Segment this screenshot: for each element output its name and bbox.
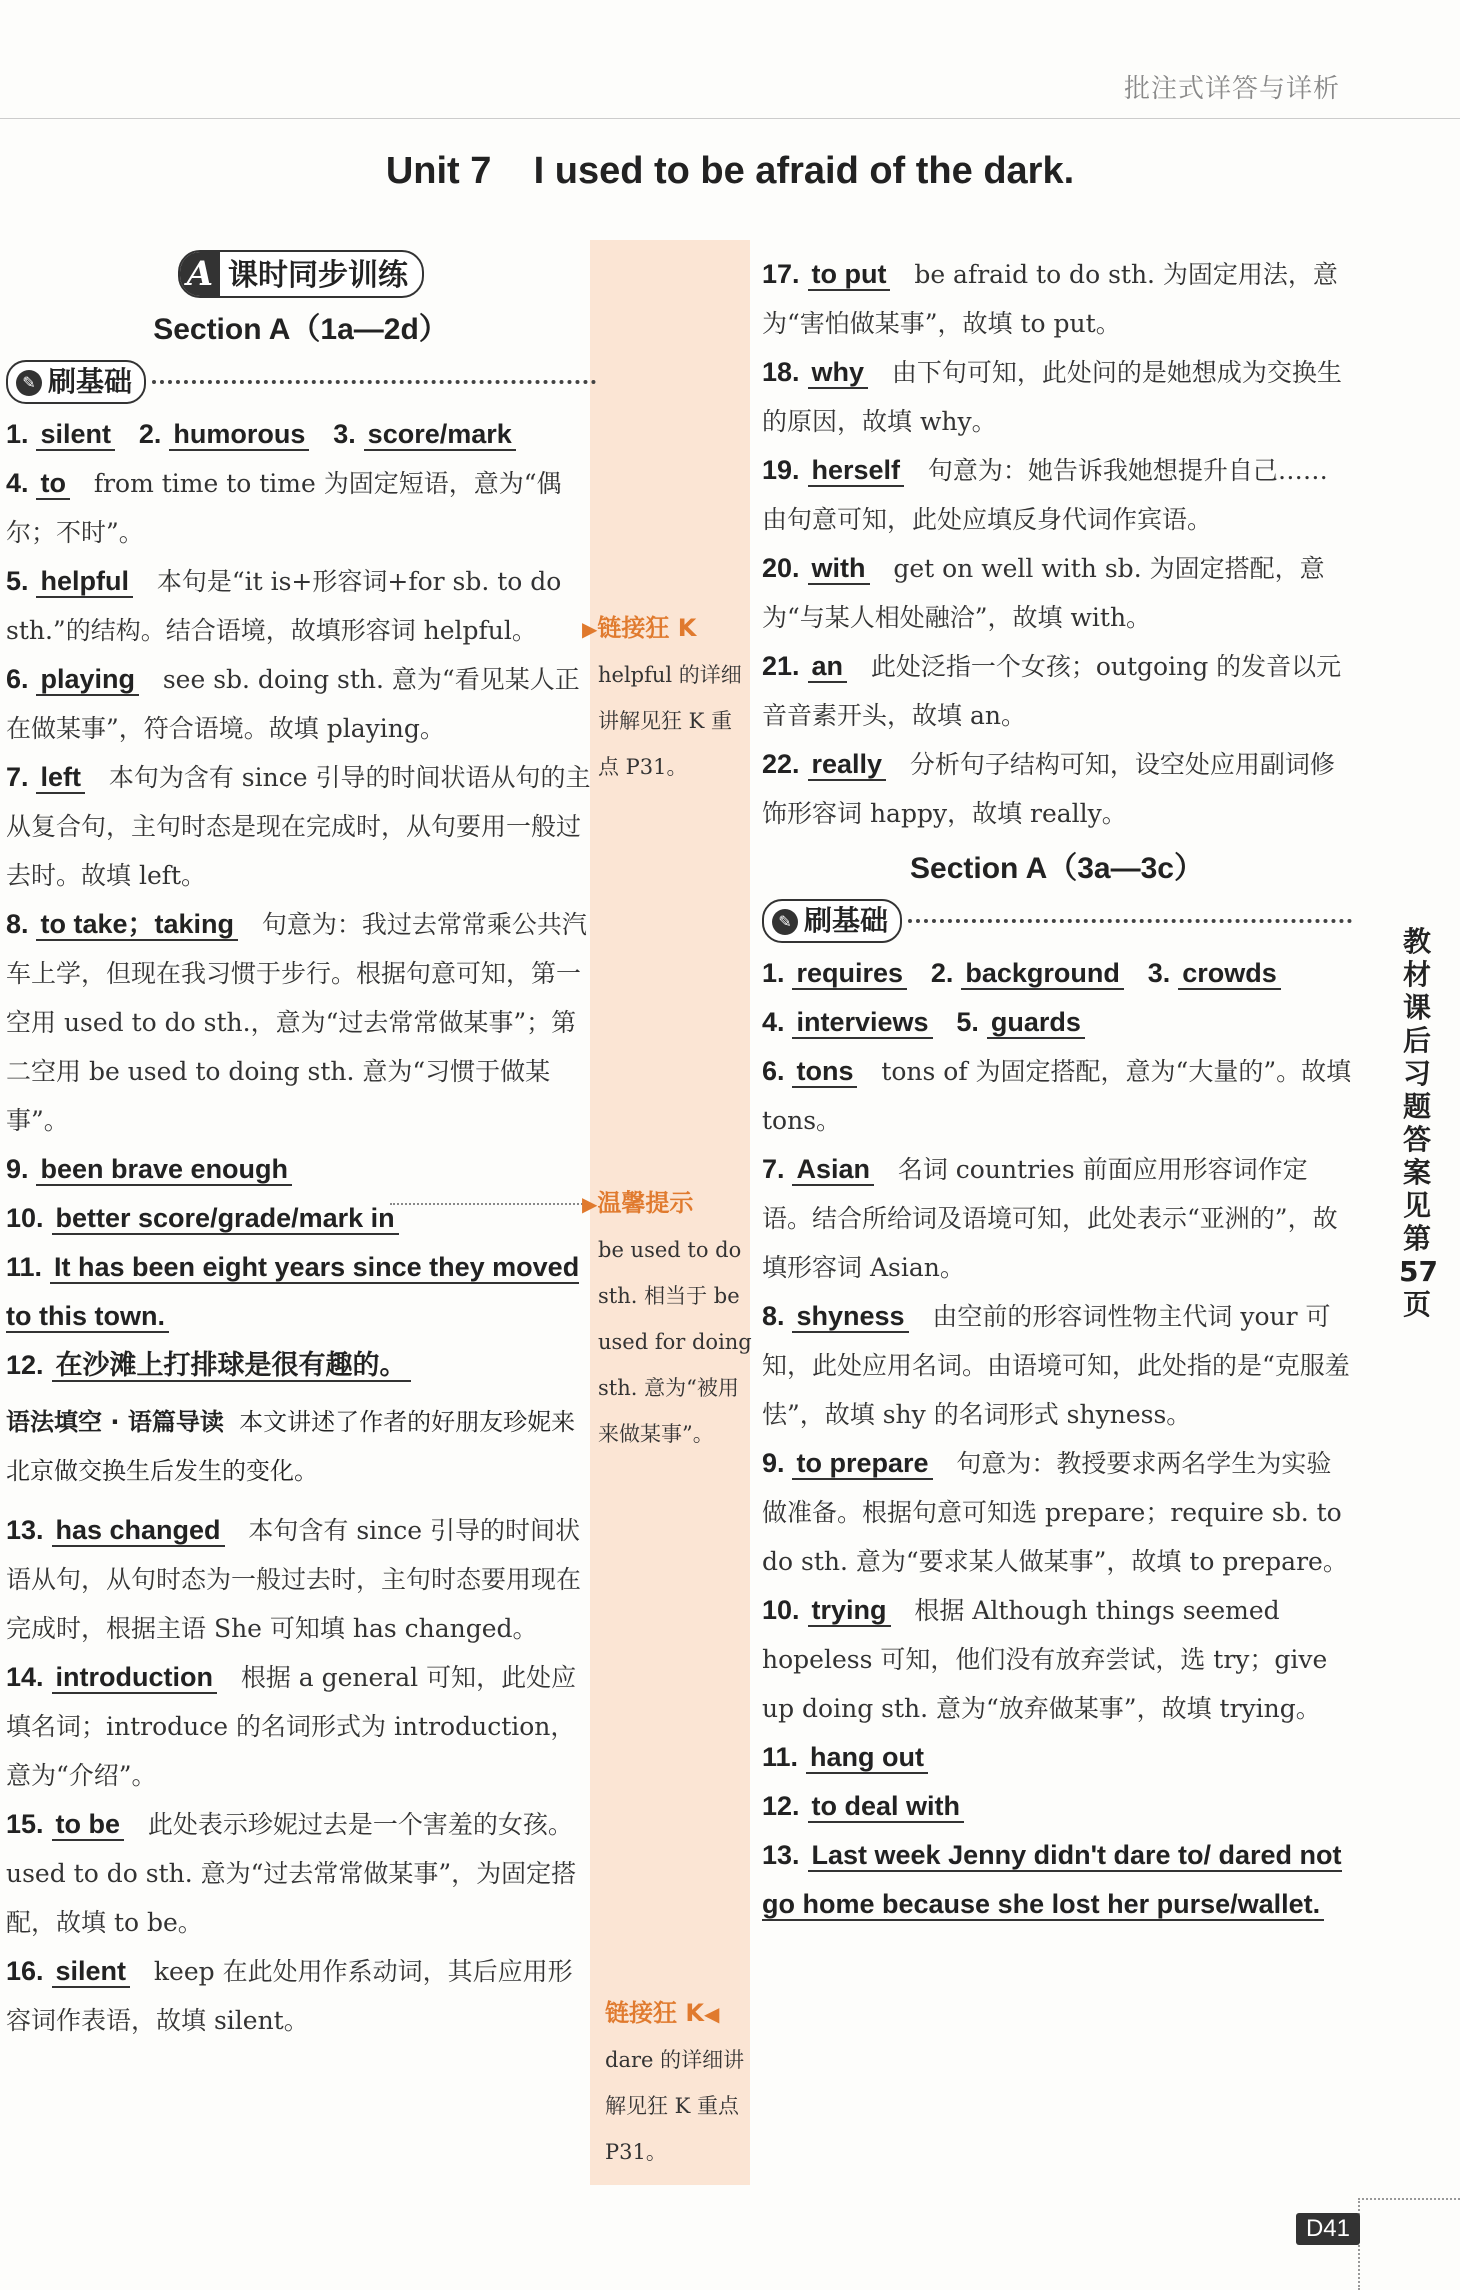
- item-number: 6.: [762, 1056, 785, 1086]
- item-number: 9.: [762, 1448, 785, 1478]
- item-number: 11.: [6, 1252, 43, 1282]
- item-number: 7.: [762, 1154, 785, 1184]
- item-number: 20.: [762, 553, 800, 583]
- item-answer: to prepare: [792, 1448, 932, 1480]
- item-answer: silent: [36, 419, 115, 451]
- item-number: 8.: [762, 1301, 785, 1331]
- item-number: 10.: [762, 1595, 800, 1625]
- item-number: 19.: [762, 455, 800, 485]
- item-answer: shyness: [792, 1301, 908, 1333]
- link-note-1: [582, 605, 752, 790]
- left-column: [0, 250, 596, 2045]
- tip-text: be used to do sth. 相当于 be used for doing sth. 意为“被用来做某事”。: [598, 1238, 752, 1446]
- grammar-label: 语法填空 · 语篇导读: [6, 1408, 224, 1436]
- link-note-2: [605, 1990, 755, 2175]
- item-answer: Last week Jenny didn't dare to/ dared not go home because she lost her purse/wallet.: [762, 1840, 1342, 1919]
- item-answer: introduction: [52, 1662, 217, 1694]
- answer-list: [6, 410, 596, 1390]
- item-explanation: 句意为：我过去常常乘公共汽车上学，但现在我习惯于步行。根据句意可知，第一空用 used to do sth.，意为“过去常常做某事”；第二空用 be used to doing sth. 意为“习惯于做某事”。: [6, 910, 587, 1135]
- badge-letter: A: [180, 252, 220, 296]
- item-answer: helpful: [36, 566, 133, 598]
- item-answer: has changed: [52, 1515, 225, 1547]
- link-text: helpful 的详细讲解见狂 K 重点 P31。: [598, 663, 742, 779]
- brush-pill: [6, 360, 146, 404]
- tip-leader-line: [390, 1203, 590, 1205]
- answer-item: [762, 544, 1352, 642]
- item-answer: to put: [808, 259, 891, 291]
- item-explanation: 句意为：她告诉我她想提升自己…… 由句意可知，此处应填反身代词作宾语。: [762, 456, 1328, 534]
- item-explanation: get on well with sb. 为固定搭配，意为“与某人相处融洽”，故填 with。: [762, 554, 1325, 632]
- item-answer: to take；taking: [36, 909, 238, 941]
- item-number: 18.: [762, 357, 800, 387]
- answer-item: [762, 1047, 1352, 1145]
- arrow-icon: ▶: [582, 617, 598, 641]
- answer-item: [6, 1506, 596, 1653]
- item-answer: score/mark: [364, 419, 516, 451]
- item-explanation: be afraid to do sth. 为固定用法，意为“害怕做某事”，故填 to put。: [762, 260, 1338, 338]
- item-explanation: see sb. doing sth. 意为“看见某人正在做某事”，符合语境。故填 playing。: [6, 665, 580, 743]
- pen-icon: ✎: [772, 909, 798, 935]
- answer-item: [6, 1243, 596, 1341]
- item-explanation: 根据 Although things seemed hopeless 可知，他们没有放弃尝试，选 try；give up doing sth. 意为“放弃做某事”，故填 trying。: [762, 1596, 1328, 1723]
- answer-item: [6, 1145, 596, 1194]
- brush-basics-heading-2: [762, 899, 1352, 943]
- grammar-intro: [6, 1398, 596, 1496]
- item-answer: requires: [792, 958, 907, 990]
- item-answer: to deal with: [808, 1791, 965, 1823]
- item-answer: herself: [808, 455, 905, 487]
- item-answer: an: [808, 651, 848, 683]
- corner-decoration: [1358, 2198, 1460, 2290]
- item-number: 21.: [762, 651, 800, 681]
- item-number: 9.: [6, 1154, 29, 1184]
- lesson-badge-row: [6, 250, 596, 301]
- item-answer: It has been eight years since they moved to this town.: [6, 1252, 580, 1331]
- item-number: 17.: [762, 259, 800, 289]
- answer-item: [6, 1800, 596, 1947]
- brush-pill: [762, 899, 902, 943]
- side-vertical-note: 教材课后习题答案见第57页: [1399, 925, 1438, 1321]
- answer-item: [6, 557, 596, 655]
- answer-item: [762, 1292, 1352, 1439]
- brush-basics-heading: [6, 360, 596, 404]
- answer-list: [762, 250, 1352, 838]
- item-number: 3.: [333, 419, 356, 449]
- item-number: 4.: [762, 1007, 785, 1037]
- answer-item: [762, 998, 1352, 1047]
- item-answer: crowds: [1178, 958, 1281, 990]
- answer-item: [762, 949, 1352, 998]
- item-number: 14.: [6, 1662, 44, 1692]
- item-explanation: 由下句可知，此处问的是她想成为交换生的原因，故填 why。: [762, 358, 1342, 436]
- arrow-left-icon: ◀: [703, 2002, 720, 2026]
- answer-item: [6, 1653, 596, 1800]
- item-answer: with: [808, 553, 870, 585]
- item-answer: why: [808, 357, 869, 389]
- item-answer: hang out: [806, 1742, 928, 1774]
- brush-label: 刷基础: [804, 904, 889, 937]
- answer-item: [762, 1782, 1352, 1831]
- item-explanation: 句意为：教授要求两名学生为实验做准备。根据句意可知选 prepare；require sb. to do sth. 意为“要求某人做某事”，故填 to prepare。: [762, 1449, 1348, 1576]
- item-number: 4.: [6, 468, 29, 498]
- item-number: 15.: [6, 1809, 44, 1839]
- item-number: 12.: [762, 1791, 800, 1821]
- section-title: Section A（1a—2d）: [153, 313, 449, 346]
- header-rule: [0, 118, 1460, 119]
- link-label: 链接狂 K: [605, 1999, 704, 2027]
- item-explanation: 本句是“it is+形容词+for sb. to do sth.”的结构。结合语境，故填形容词 helpful。: [6, 567, 562, 645]
- item-answer: playing: [36, 664, 139, 696]
- item-number: 2.: [138, 419, 162, 449]
- item-explanation: keep 在此处用作系动词，其后应用形容词作表语，故填 silent。: [6, 1957, 573, 2035]
- item-answer: silent: [52, 1956, 131, 1988]
- item-number: 7.: [6, 762, 29, 792]
- item-number: 8.: [6, 909, 29, 939]
- answer-item: [762, 348, 1352, 446]
- answer-item: [6, 1947, 596, 2045]
- item-number: 13.: [762, 1840, 800, 1870]
- item-answer: left: [36, 762, 85, 794]
- link-label: 链接狂 K: [597, 614, 697, 642]
- unit-title: Unit 7 I used to be afraid of the dark.: [385, 150, 1075, 192]
- item-answer: humorous: [169, 419, 309, 451]
- item-number: 3.: [1147, 958, 1171, 988]
- item-number: 12.: [6, 1350, 44, 1380]
- dotted-rule: [152, 380, 596, 384]
- item-answer: guards: [987, 1007, 1085, 1039]
- answer-item: [762, 1586, 1352, 1733]
- answer-item: [762, 1145, 1352, 1292]
- answer-item: [6, 459, 596, 557]
- answer-item: [762, 642, 1352, 740]
- lesson-badge: [178, 250, 424, 298]
- item-answer: tons: [792, 1056, 857, 1088]
- item-explanation: 名词 countries 前面应用形容词作定语。结合所给词及语境可知，此处表示“亚洲的”，故填形容词 Asian。: [762, 1155, 1338, 1282]
- item-answer: background: [961, 958, 1124, 990]
- item-answer: Asian: [792, 1154, 874, 1186]
- item-number: 10.: [6, 1203, 44, 1233]
- answer-item: [6, 1341, 596, 1390]
- item-number: 11.: [762, 1742, 799, 1772]
- item-explanation: 此处泛指一个女孩；outgoing 的发音以元音音素开头，故填 an。: [762, 652, 1342, 730]
- answer-item: [762, 250, 1352, 348]
- answer-item: [6, 1194, 596, 1243]
- item-answer: been brave enough: [36, 1154, 292, 1186]
- link-text: dare 的详细讲解见狂 K 重点 P31。: [605, 2048, 745, 2164]
- answer-item: [762, 1733, 1352, 1782]
- brush-label: 刷基础: [48, 365, 133, 398]
- answer-item: [762, 1439, 1352, 1586]
- answer-item: [6, 655, 596, 753]
- item-number: 2.: [930, 958, 954, 988]
- item-number: 5.: [956, 1007, 979, 1037]
- answer-item: [762, 740, 1352, 838]
- arrow-icon: ▶: [582, 1192, 598, 1216]
- item-number: 13.: [6, 1515, 44, 1545]
- answer-list-2: [6, 1506, 596, 2045]
- item-answer: better score/grade/mark in: [52, 1203, 399, 1235]
- answer-list-2: [762, 949, 1352, 1929]
- item-answer: 在沙滩上打排球是很有趣的。: [52, 1350, 411, 1382]
- item-explanation: 由空前的形容词性物主代词 your 可知，此处应用名词。由语境可知，此处指的是“克服羞怯”，故填 shy 的名词形式 shyness。: [762, 1302, 1350, 1429]
- answer-item: [6, 410, 596, 459]
- tip-label: 温馨提示: [597, 1189, 694, 1217]
- dotted-rule: [908, 919, 1352, 923]
- item-answer: trying: [808, 1595, 891, 1627]
- item-answer: to be: [52, 1809, 125, 1841]
- item-answer: interviews: [792, 1007, 932, 1039]
- item-number: 16.: [6, 1956, 44, 1986]
- header-caption: 批注式详答与详析: [1123, 74, 1340, 104]
- grammar-text: 本文讲述了作者的好朋友珍妮来北京做交换生后发生的变化。: [6, 1408, 576, 1485]
- item-explanation: 本句为含有 since 引导的时间状语从句的主从复合句，主句时态是现在完成时，从句要用一般过去时。故填 left。: [6, 763, 591, 890]
- item-number: 5.: [6, 566, 29, 596]
- badge-text: 课时同步训练: [228, 258, 408, 293]
- item-number: 6.: [6, 664, 29, 694]
- pen-icon: ✎: [16, 370, 42, 396]
- item-explanation: 本句含有 since 引导的时间状语从句，从句时态为一般过去时，主句时态要用现在完成时，根据主语 She 可知填 has changed。: [6, 1516, 582, 1643]
- item-number: 1.: [6, 419, 29, 449]
- item-number: 22.: [762, 749, 800, 779]
- item-explanation: 分析句子结构可知，设空处应用副词修饰形容词 happy，故填 really。: [762, 750, 1335, 828]
- tip-note: [582, 1180, 752, 1457]
- section-title-2: Section A（3a—3c）: [910, 852, 1204, 885]
- item-number: 1.: [762, 958, 785, 988]
- answer-item: [762, 1831, 1352, 1929]
- answer-item: [762, 446, 1352, 544]
- item-explanation: from time to time 为固定短语，意为“偶尔；不时”。: [6, 469, 562, 547]
- item-answer: to: [36, 468, 69, 500]
- answer-item: [6, 753, 596, 900]
- right-column: [762, 250, 1352, 1929]
- answer-item: [6, 900, 596, 1145]
- page-number: D41: [1296, 2213, 1360, 2245]
- item-explanation: 此处表示珍妮过去是一个害羞的女孩。used to do sth. 意为“过去常常做某事”，为固定搭配，故填 to be。: [6, 1810, 577, 1937]
- item-explanation: 根据 a general 可知，此处应填名词；introduce 的名词形式为 introduction，意为“介绍”。: [6, 1663, 577, 1790]
- item-explanation: tons of 为固定搭配，意为“大量的”。故填 tons。: [762, 1057, 1352, 1135]
- item-answer: really: [808, 749, 887, 781]
